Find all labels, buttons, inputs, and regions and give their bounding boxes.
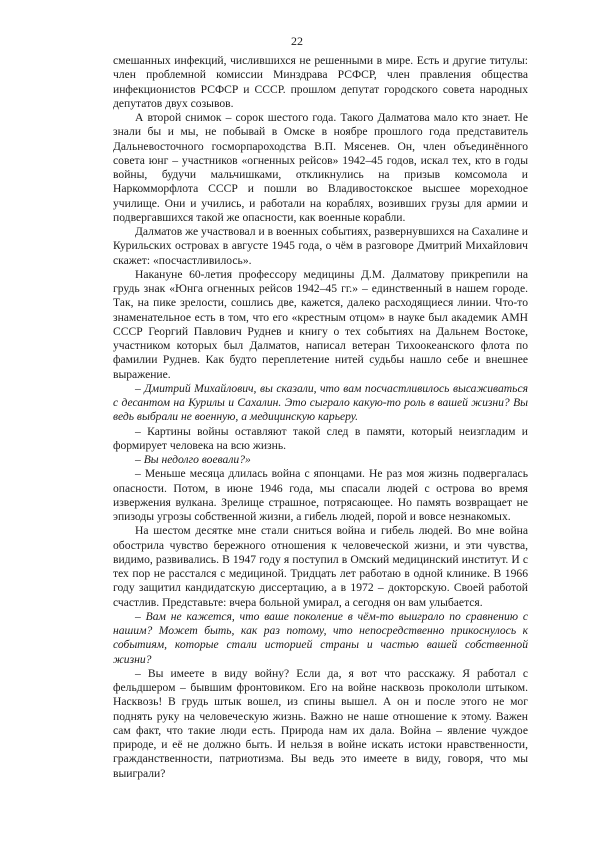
paragraph-2: А второй снимок – сорок шестого года. Такого Далматова мало кто знает. Не знали бы и мы, не побывай в Омске в ноябре прошлого года представитель Дальневосточного госморпароходства В.П. Мясенев. Он, член объединённого совета юнг – участников «огненных рейсов» 1942–45 годов, искал тех, кто в годы войны, будучи мальчишками, откликнулись на призыв комсомола и Наркомморфлота СССР и пошли во Владивостокское высшее мореходное училище. Они и учились, и работали на кораблях, возивших грузы для армии и подвергавшихся такой же опасности, как военные корабли. [113, 111, 528, 224]
paragraph-11: – Вы имеете в виду войну? Если да, я вот что расскажу. Я работал с фельдшером – бывшим фронтовиком. Его на войне насквозь прокололи штыком. Насквозь! В грудь штык вошел, из спины вышел. А он и после этого не мог поднять руку на человеческую жизнь. Важно не наше отношение к этому. Важен сам факт, что такие люди есть. Природа нам их дала. Война – явление чуждое природе, и её не должно быть. И нельзя в войне искать истоки нравственности, гражданственности, патриотизма. Вы ведь это имеете в виду, говоря, что мы выиграли? [113, 666, 528, 780]
paragraph-9: На шестом десятке мне стали сниться война и гибель людей. Во мне война обострила чувство бережного отношения к человеческой жизни, и эти чувства, видимо, развивались. В 1947 году я поступил в Омский медицинский институт. И с тех пор не расстался с медициной. Тридцать лет работаю в одной клинике. В 1966 году защитил кандидатскую диссертацию, а в 1972 – докторскую. Своей работой счастлив. Представьте: вчера больной умирал, а сегодня он вам улыбается. [113, 524, 528, 609]
document-body [113, 54, 528, 781]
interview-question-3: – Вам не кажется, что ваше поколение в чём-то выиграло по сравнению с нашим? Может быть, как раз потому, что непосредственно прикоснулось к событиям, которые стали историей страны и частью вашей собственной жизни? [113, 609, 528, 666]
interview-question-2: – Вы недолго воевали?» [135, 453, 251, 466]
page-number: 22 [291, 34, 303, 48]
paragraph-3: Далматов же участвовал и в военных событиях, развернувшихся на Сахалине и Курильских островах в августе 1945 года, о чём в разговоре Дмитрий Михайлович скажет: «посчастливилось». [113, 225, 528, 267]
paragraph-6: – Картины войны оставляют такой след в памяти, который неизгладим и формирует человека на всю жизнь. [113, 424, 528, 452]
paragraph-4: Накануне 60-летия профессору медицины Д.М. Далматову прикрепили на грудь знак «Юнга огненных рейсов 1942–45 гг.» – единственный в нашем городе. Так, на пике зрелости, сошлись две, кажется, далеко расходящиеся линии. Что-то знаменательное есть в том, что его «крестным отцом» в науке был академик АМН СССР Георгий Павлович Руднев и книгу о тех событиях на Дальнем Востоке, участником которых был Далматов, написал ветеран Тихоокеанского флота по фамилии Руднев. Как будто переплетение нитей судьбы нашло себе и внешнее выражение. [113, 267, 528, 381]
paragraph-8: – Меньше месяца длилась война с японцами. Не раз моя жизнь подвергалась опасности. Потом, в июне 1946 года, мы спасали людей с острова во время извержения вулкана. Зрелище страшное, потрясающее. Но память возвращает не эпизоды угрозы собственной жизни, а гибель людей, порой и вовсе незнакомых. [113, 467, 528, 523]
interview-question-1: – Дмитрий Михайлович, вы сказали, что вам посчастливилось высаживаться с десантом на Курилы и Сахалин. Это сыграло какую-то роль в вашей жизни? Вы ведь выбрали не военную, а медицинскую карьеру. [113, 381, 528, 424]
paragraph-1: смешанных инфекций, числившихся не решенными в мире. Есть и другие титулы: член проблемной комиссии Минздрава РСФСР, член правления общества инфекционистов РСФСР и СССР. прошлом депутат городского совета народных депутатов двух созывов. [113, 54, 528, 110]
